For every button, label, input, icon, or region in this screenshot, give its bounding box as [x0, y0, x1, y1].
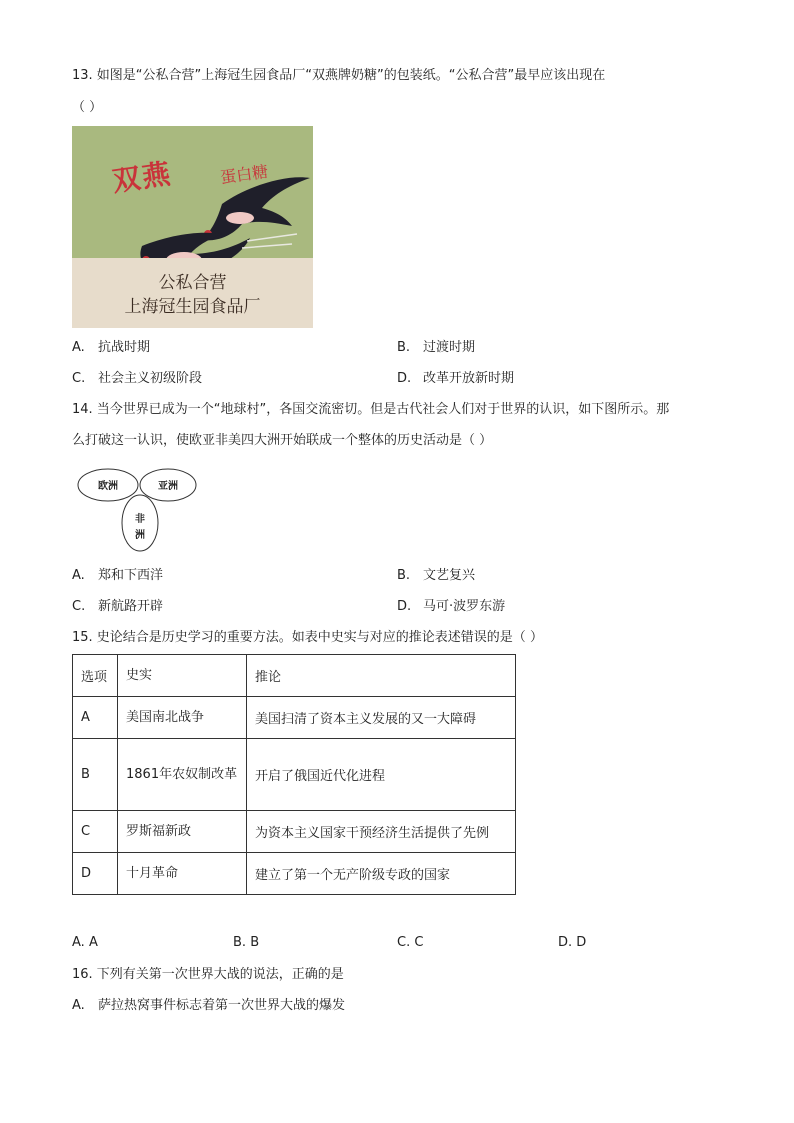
table-header-row: [73, 655, 516, 697]
table-cell: 开启了俄国近代化进程: [247, 739, 516, 811]
q15-option-c[interactable]: [397, 934, 423, 952]
q14-stem-line2: 么打破这一认识，使欧亚非美四大洲开始联成一个整体的历史活动是（ ）: [72, 433, 493, 448]
option-label: A.: [72, 340, 85, 355]
wrapper-band-line1: 公私合营: [158, 273, 227, 293]
option-text: 社会主义初级阶段: [98, 371, 203, 386]
table-cell: 罗斯福新政: [118, 811, 247, 853]
q14-option-d[interactable]: [397, 598, 505, 616]
option-text: D: [576, 935, 587, 950]
table-cell: C: [73, 811, 118, 853]
q14-option-a[interactable]: [72, 567, 163, 585]
option-text: 萨拉热窝事件标志着第一次世界大战的爆发: [98, 998, 346, 1013]
table-cell: 1861年农奴制改革: [118, 739, 247, 811]
q14-option-b[interactable]: [397, 567, 475, 585]
q15-option-d[interactable]: [558, 934, 586, 952]
wrapper-brand: 双燕: [110, 156, 175, 199]
table-row: [73, 811, 516, 853]
option-label: C.: [397, 935, 411, 950]
table-cell: 为资本主义国家干预经济生活提供了先例: [247, 811, 516, 853]
q15-option-b[interactable]: [233, 934, 259, 952]
wrapper-label-band: [72, 258, 313, 328]
table-cell: 美国南北战争: [118, 697, 247, 739]
wrapper-band-line2: 上海冠生园食品厂: [124, 297, 261, 317]
table-cell: B: [73, 739, 118, 811]
table-header: 推论: [247, 655, 516, 697]
q13-option-d[interactable]: [397, 370, 514, 388]
option-label: C.: [72, 599, 86, 614]
q13-option-c[interactable]: [72, 370, 202, 388]
table-row: [73, 739, 516, 811]
q16-stem: 16. 下列有关第一次世界大战的说法，正确的是: [72, 967, 344, 982]
table-cell: 十月革命: [118, 853, 247, 895]
option-text: C: [414, 935, 424, 950]
diagram-europe-label: 欧洲: [98, 481, 118, 492]
q13-option-a[interactable]: [72, 339, 150, 357]
candy-wrapper-image: [72, 126, 313, 328]
option-label: A.: [72, 998, 85, 1013]
table-row: [73, 853, 516, 895]
option-label: A.: [72, 935, 85, 950]
option-text: B: [250, 935, 260, 950]
q16-option-a[interactable]: [72, 997, 345, 1015]
option-label: B.: [233, 935, 247, 950]
option-label: A.: [72, 568, 85, 583]
q14-stem-line1: 14. 当今世界已成为一个“地球村”，各国交流密切。但是古代社会人们对于世界的认识，如下图所示。那: [72, 402, 670, 417]
q13-option-b[interactable]: [397, 339, 475, 357]
diagram-africa-label-top: 非: [135, 514, 145, 525]
q15-option-a[interactable]: [72, 934, 98, 952]
diagram-asia-label: 亚洲: [158, 481, 178, 492]
continents-diagram: [74, 465, 214, 555]
option-label: C.: [72, 371, 86, 386]
option-text: 郑和下西洋: [98, 568, 164, 583]
table-cell: D: [73, 853, 118, 895]
option-label: B.: [397, 568, 411, 583]
table-row: [73, 697, 516, 739]
table-cell: A: [73, 697, 118, 739]
option-label: D.: [558, 935, 573, 950]
q14-option-c[interactable]: [72, 598, 163, 616]
option-text: 文艺复兴: [423, 568, 476, 583]
table-cell: 美国扫清了资本主义发展的又一大障碍: [247, 697, 516, 739]
option-text: 抗战时期: [98, 340, 151, 355]
q13-stem-line1: 13. 如图是“公私合营”上海冠生园食品厂“双燕牌奶糖”的包装纸。“公私合营”最早应该出现在: [72, 68, 606, 83]
option-text: A: [88, 935, 98, 950]
table-cell: 建立了第一个无产阶级专政的国家: [247, 853, 516, 895]
option-label: D.: [397, 599, 412, 614]
q15-stem: 15. 史论结合是历史学习的重要方法。如表中史实与对应的推论表述错误的是（ ）: [72, 630, 543, 645]
diagram-africa-label-bottom: 洲: [135, 530, 145, 541]
option-text: 马可·波罗东游: [423, 599, 506, 614]
option-text: 新航路开辟: [98, 599, 164, 614]
q13-stem-line2: （ ）: [72, 100, 103, 115]
table-header: 史实: [118, 655, 247, 697]
table-header: 选项: [73, 655, 118, 697]
q15-table: [72, 654, 516, 895]
option-label: B.: [397, 340, 411, 355]
wrapper-brand-sub: 蛋白糖: [219, 161, 270, 188]
option-text: 改革开放新时期: [423, 371, 515, 386]
option-label: D.: [397, 371, 412, 386]
option-text: 过渡时期: [423, 340, 476, 355]
